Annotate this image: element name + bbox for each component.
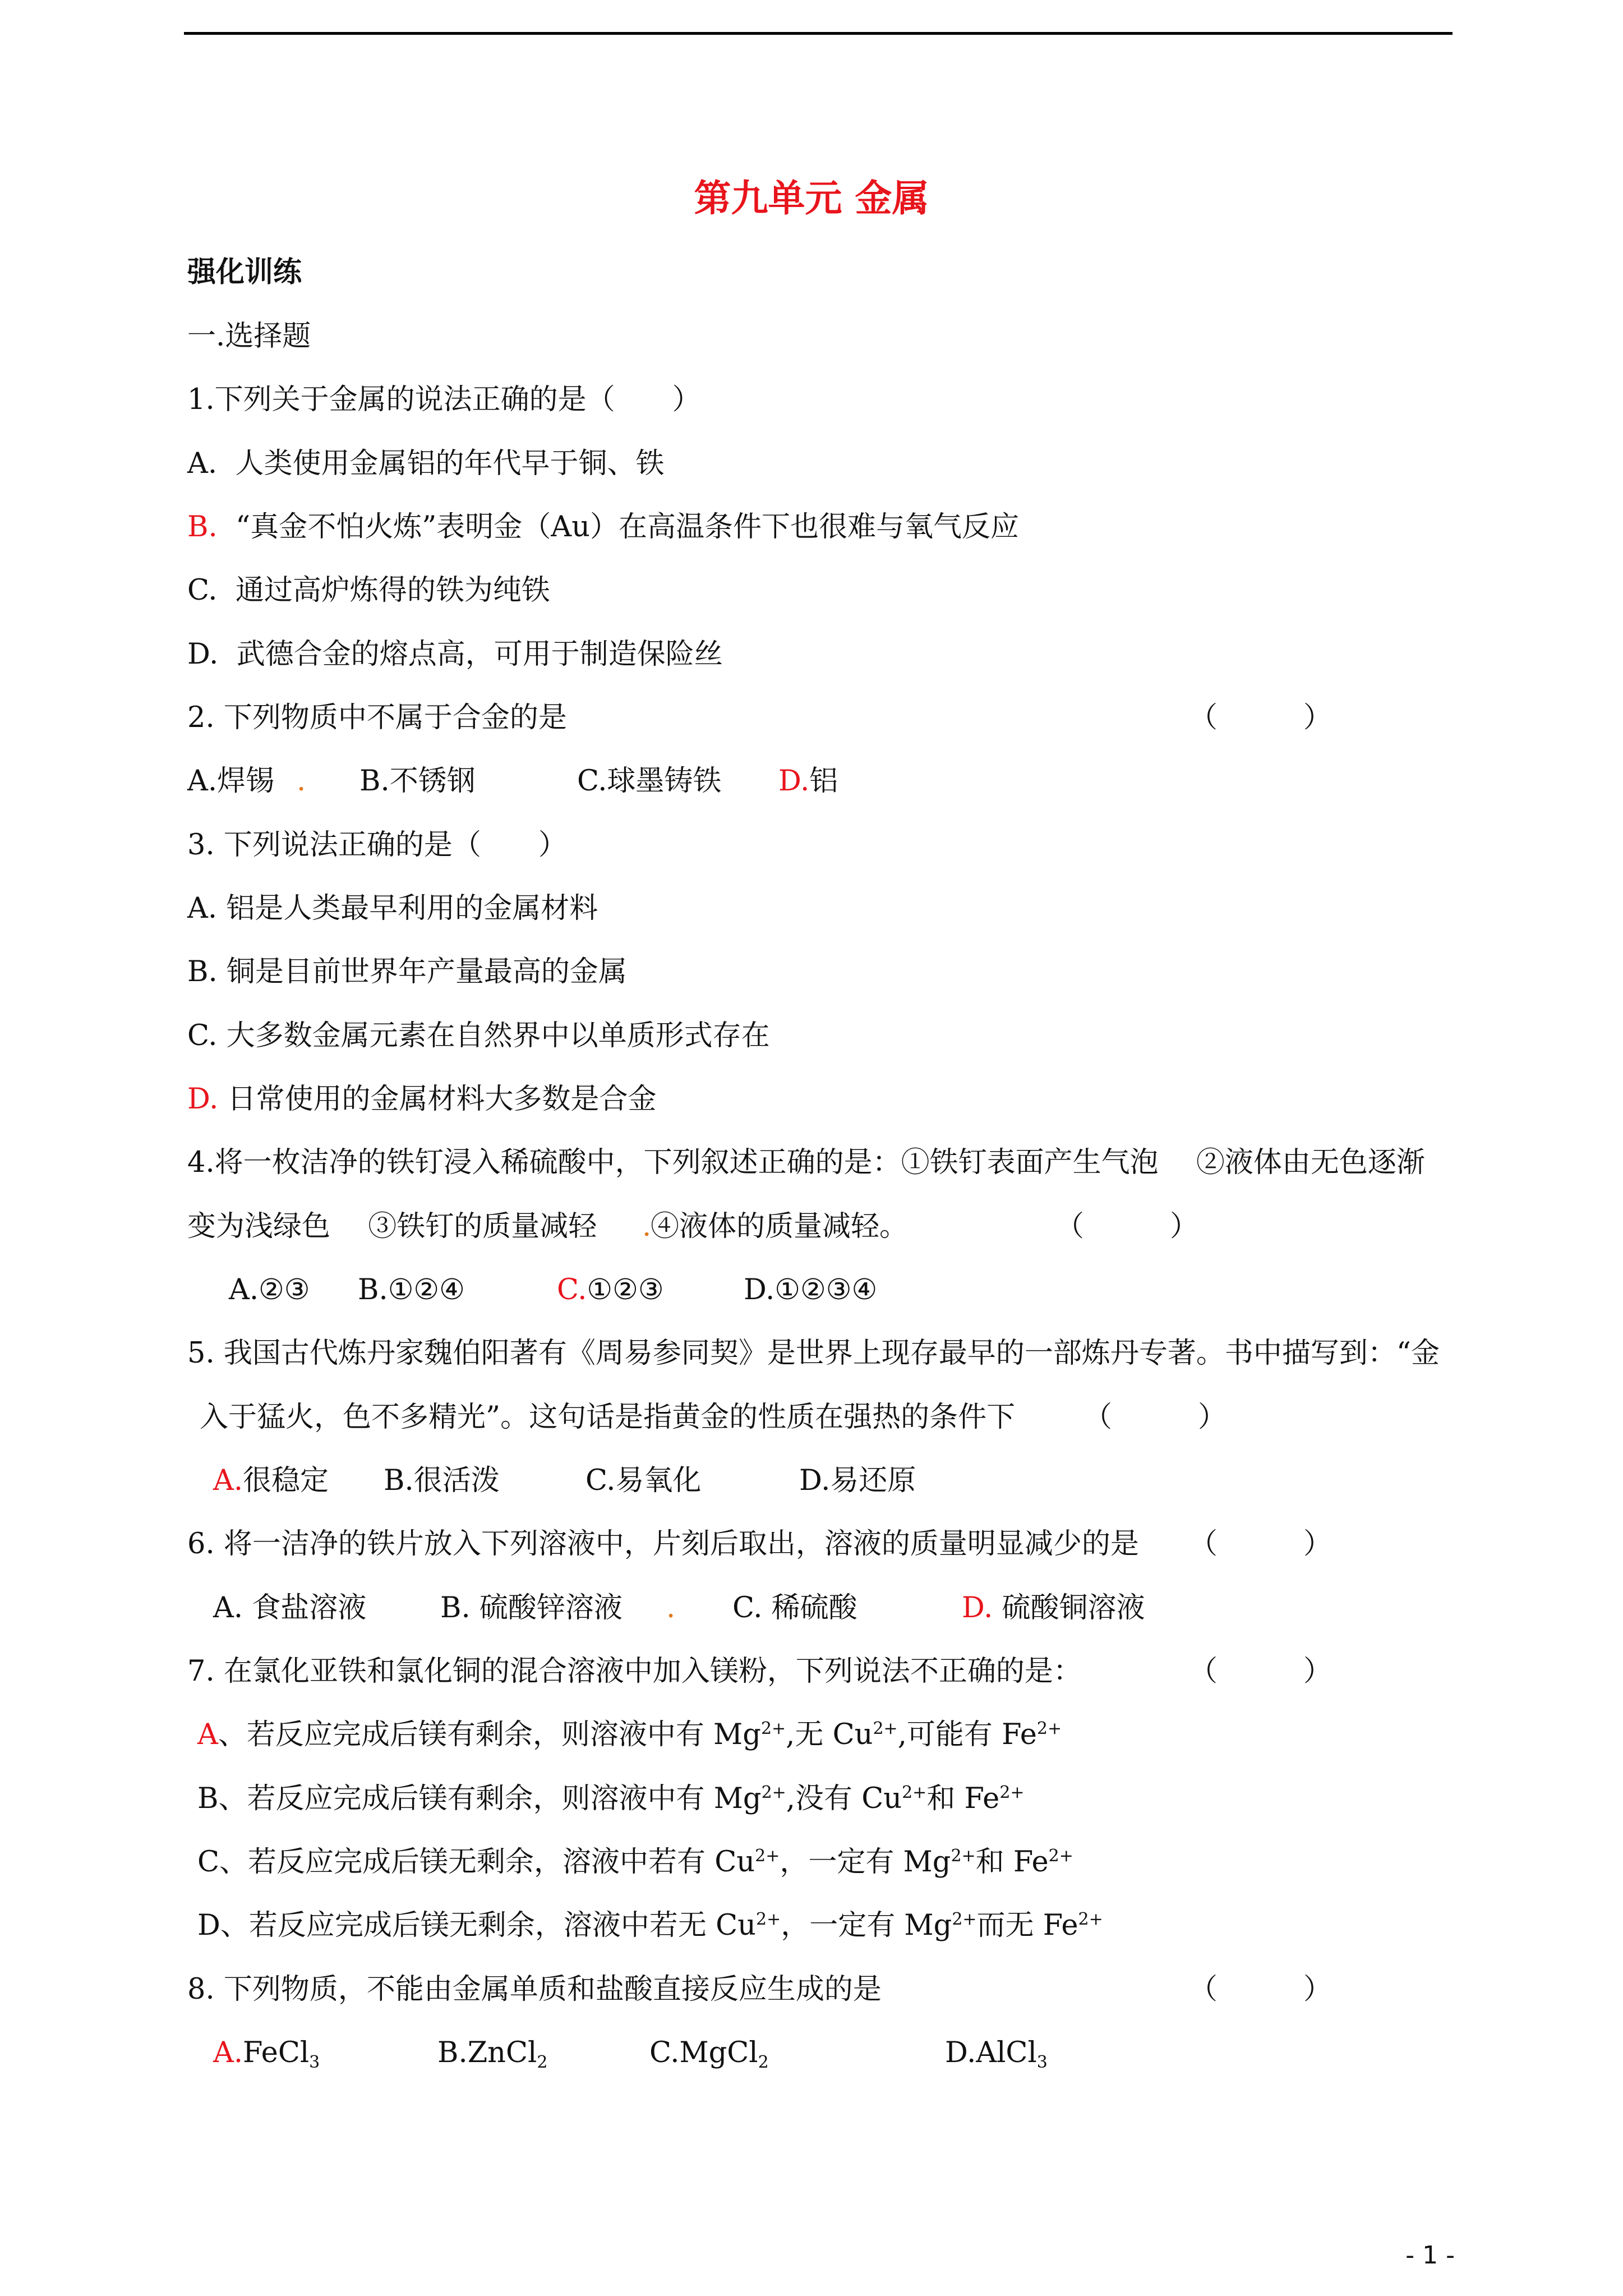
part-heading: 一.选择题 [187, 320, 311, 353]
q2-option-a: A.焊锡 [187, 765, 275, 798]
page-number: - 1 - [1405, 2241, 1455, 2270]
q4-option-c: C.①②③ [557, 1273, 664, 1306]
q5-options [213, 1464, 998, 1498]
q6-stem: 6. 将一洁净的铁片放入下列溶液中，片刻后取出，溶液的质量明显减少的是 [187, 1527, 1139, 1561]
q2-option-b: B.不锈钢 [359, 765, 476, 798]
q3-option-c: C. 大多数金属元素在自然界中以单质形式存在 [187, 1019, 770, 1052]
q6-answer-blank: （ ） [1189, 1527, 1332, 1561]
q5-option-b: B.很活泼 [384, 1464, 500, 1497]
q8-option-b: B.ZnCl$_2$ [437, 2036, 548, 2072]
section-heading: 强化训练 [187, 256, 302, 289]
stray-dot: . [297, 765, 306, 798]
q2-options [187, 765, 972, 798]
q5-answer-blank: （ ） [1083, 1401, 1227, 1434]
answer-marker: D. [187, 1083, 219, 1116]
q8-options [213, 2036, 1166, 2070]
page-title: 第九单元 金属 [694, 177, 929, 220]
q8-option-c: C.MgCl$_2$ [649, 2036, 769, 2072]
q7-answer-blank: （ ） [1189, 1655, 1332, 1688]
q3-option-b: B. 铜是目前世界年产量最高的金属 [187, 955, 627, 988]
q6-option-b: B. 硫酸锌溶液 [440, 1591, 623, 1625]
q7-option-a: A、若反应完成后镁有剩余，则溶液中有 $Mg^{2+}$,无 $Cu^{2+}$,可能有 $Fe^{2+}$ [197, 1718, 1062, 1751]
q7-option-d: D、若反应完成后镁无剩余，溶液中若无 $Cu^{2+}$，一定有 $Mg^{2+}$而无 $Fe^{2+}$ [197, 1909, 1103, 1942]
answer-marker: A. [213, 1464, 243, 1497]
q5-stem-line2: 入于猛火，色不多精光”。这句话是指黄金的性质在强热的条件下 [200, 1401, 1016, 1434]
q2-stem: 2. 下列物质中不属于合金的是 [187, 701, 567, 734]
q3-stem: 3. 下列说法正确的是（ ） [187, 829, 567, 862]
q2-option-d: D.铝 [778, 765, 838, 798]
q8-option-d: D.AlCl$_3$ [945, 2036, 1048, 2072]
q5-option-a: A.很稳定 [213, 1464, 329, 1497]
q7-stem: 7. 在氯化亚铁和氯化铜的混合溶液中加入镁粉，下列说法不正确的是： [187, 1655, 1082, 1688]
q5-stem-line1: 5. 我国古代炼丹家魏伯阳著有《周易参同契》是世界上现存最早的一部炼丹专著。书中描写到：“金 [187, 1337, 1440, 1370]
q2-option-c: C.球墨铸铁 [577, 765, 722, 798]
stray-dot: . [666, 1591, 676, 1625]
answer-marker: D. [962, 1591, 993, 1625]
answer-marker: A [197, 1718, 218, 1751]
q4-answer-blank: （ ） [1055, 1210, 1199, 1243]
q1-option-c: C. 通过高炉炼得的铁为纯铁 [187, 574, 550, 607]
answer-marker: C. [557, 1273, 587, 1306]
q7-option-c: C、若反应完成后镁无剩余，溶液中若有 $Cu^{2+}$，一定有 $Mg^{2+}$和 $Fe^{2+}$ [197, 1846, 1073, 1879]
q4-stem-line1: 4.将一枚洁净的铁钉浸入稀硫酸中，下列叙述正确的是：①铁钉表面产生气泡 ②液体由无色逐渐 [187, 1146, 1425, 1179]
q3-option-d: D. 日常使用的金属材料大多数是合金 [187, 1083, 657, 1116]
q4-stem-line2: 变为浅绿色 ③铁钉的质量减轻 . ④液体的质量减轻。 （ ） [187, 1210, 1199, 1243]
q4-option-b: B.①②④ [358, 1273, 465, 1306]
q4-options [229, 1273, 958, 1307]
q8-answer-blank: （ ） [1189, 1973, 1332, 2006]
stray-dot: . [642, 1210, 652, 1243]
q3-option-a: A. 铝是人类最早利用的金属材料 [187, 892, 598, 925]
answer-marker: A. [213, 2036, 243, 2069]
q1-stem: 1.下列关于金属的说法正确的是（ ） [187, 383, 701, 416]
q5-option-d: D.易还原 [799, 1464, 916, 1497]
q5-option-c: C.易氧化 [585, 1464, 702, 1497]
q4-option-a: A.②③ [229, 1273, 310, 1306]
q7-option-b: B、若反应完成后镁有剩余，则溶液中有 $Mg^{2+}$,没有 $Cu^{2+}$和 $Fe^{2+}$ [197, 1782, 1025, 1815]
q8-stem: 8. 下列物质，不能由金属单质和盐酸直接反应生成的是 [187, 1973, 882, 2006]
q6-option-a: A. 食盐溶液 [213, 1591, 367, 1625]
answer-marker: B. [187, 510, 218, 544]
q1-option-b: B. “真金不怕火炼”表明金（Au）在高温条件下也很难与氧气反应 [187, 510, 1019, 544]
q6-option-c: C. 稀硫酸 [732, 1591, 857, 1625]
header-rule [184, 32, 1453, 35]
q1-option-a: A. 人类使用金属铝的年代早于铜、铁 [187, 447, 665, 480]
q6-options [213, 1591, 1223, 1625]
q6-option-d: D. 硫酸铜溶液 [962, 1591, 1145, 1625]
q8-option-a: A.FeCl$_3$ [213, 2036, 320, 2072]
answer-marker: D. [778, 765, 810, 798]
q1-option-d: D. 武德合金的熔点高，可用于制造保险丝 [187, 638, 723, 671]
q4-option-d: D.①②③④ [744, 1273, 878, 1306]
q2-answer-blank: （ ） [1189, 701, 1332, 734]
